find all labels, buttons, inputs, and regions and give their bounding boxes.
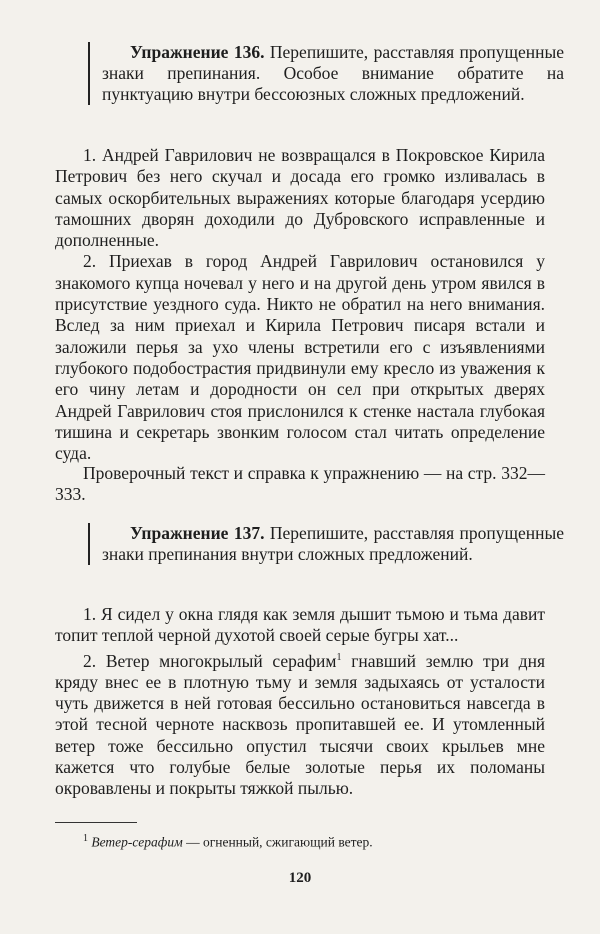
- exercise-136-task: [88, 42, 564, 105]
- exercise-136-paragraph-1: 1. Андрей Гаврилович не возвращался в Покровское Кирила Петрович без него скучал и досада его громко изливалась в самых оскорбительных выражениях которые благодаря усердию тамошних дворян доходили до Дубровского исправленные и дополненные.: [55, 145, 545, 251]
- exercise-137-paragraph-2: [55, 647, 545, 800]
- exercise-136-paragraph-2: 2. Приехав в город Андрей Гаврилович остановился у знакомого купца ночевал у него и на другой день утром явился в присутствие уездного суда. Никто не обратил на него внимания. Вслед за ним приехал и Кирила Петрович писаря встали и заложили перья за ухо члены встретили его с изъявлениями глубокого подобострастия придвинули ему кресло из уважения к его чину летам и дородности он сел при открытых дверях Андрей Гаврилович стоя прислонился к стенке настала глубокая тишина и секретарь звонким голосом стал читать определение суда.: [55, 251, 545, 464]
- exercise-137-heading: Упражнение 137.: [130, 523, 265, 543]
- exercise-136-heading: Упражнение 136.: [130, 42, 265, 62]
- footnote: [55, 830, 573, 852]
- footnote-definition: — огненный, сжигающий ветер.: [182, 834, 373, 850]
- footnote-divider: [55, 822, 137, 823]
- footnote-term: Ветер-серафим: [91, 834, 183, 850]
- check-reference-note: Проверочный текст и справка к упражнению — на стр. 332—333.: [55, 463, 545, 504]
- paragraph-2-start: 2. Ветер многокрылый серафим: [83, 650, 337, 671]
- exercise-137-task: [88, 523, 564, 565]
- paragraph-2-rest: гнавший землю три дня кряду внес ее в плотную тьму и земля задыхаясь от усталости чуть движется в ней готовая бессильно остановиться навсегда в этой тесной черноте насквозь пропитавшей ее. И утомленный ветер тоже бессильно опустил тысячи своих крыльев мне кажется что голубые белые золотые перья их поломаны окровавлены и покрыты тяжкой пылью.: [55, 650, 545, 799]
- exercise-137-paragraph-1: 1. Я сидел у окна глядя как земля дышит тьмою и тьма давит топит теплой черной духотой своей серые бугры хат...: [55, 604, 545, 646]
- page-number: 120: [288, 870, 312, 886]
- exercise-136-instruction: Перепишите, расставляя пропущенные знаки препинания. Особое внимание обратите на пунктуацию внутри бессоюзных сложных предложений.: [102, 42, 565, 104]
- exercise-137-instruction: Перепишите, расставляя пропущенные знаки препинания внутри сложных предложений.: [102, 523, 565, 564]
- footnote-mark: 1: [83, 833, 88, 844]
- exercise-136-body: [55, 145, 545, 464]
- footnote-reference: 1: [336, 651, 342, 663]
- exercise-137-body: [55, 604, 545, 800]
